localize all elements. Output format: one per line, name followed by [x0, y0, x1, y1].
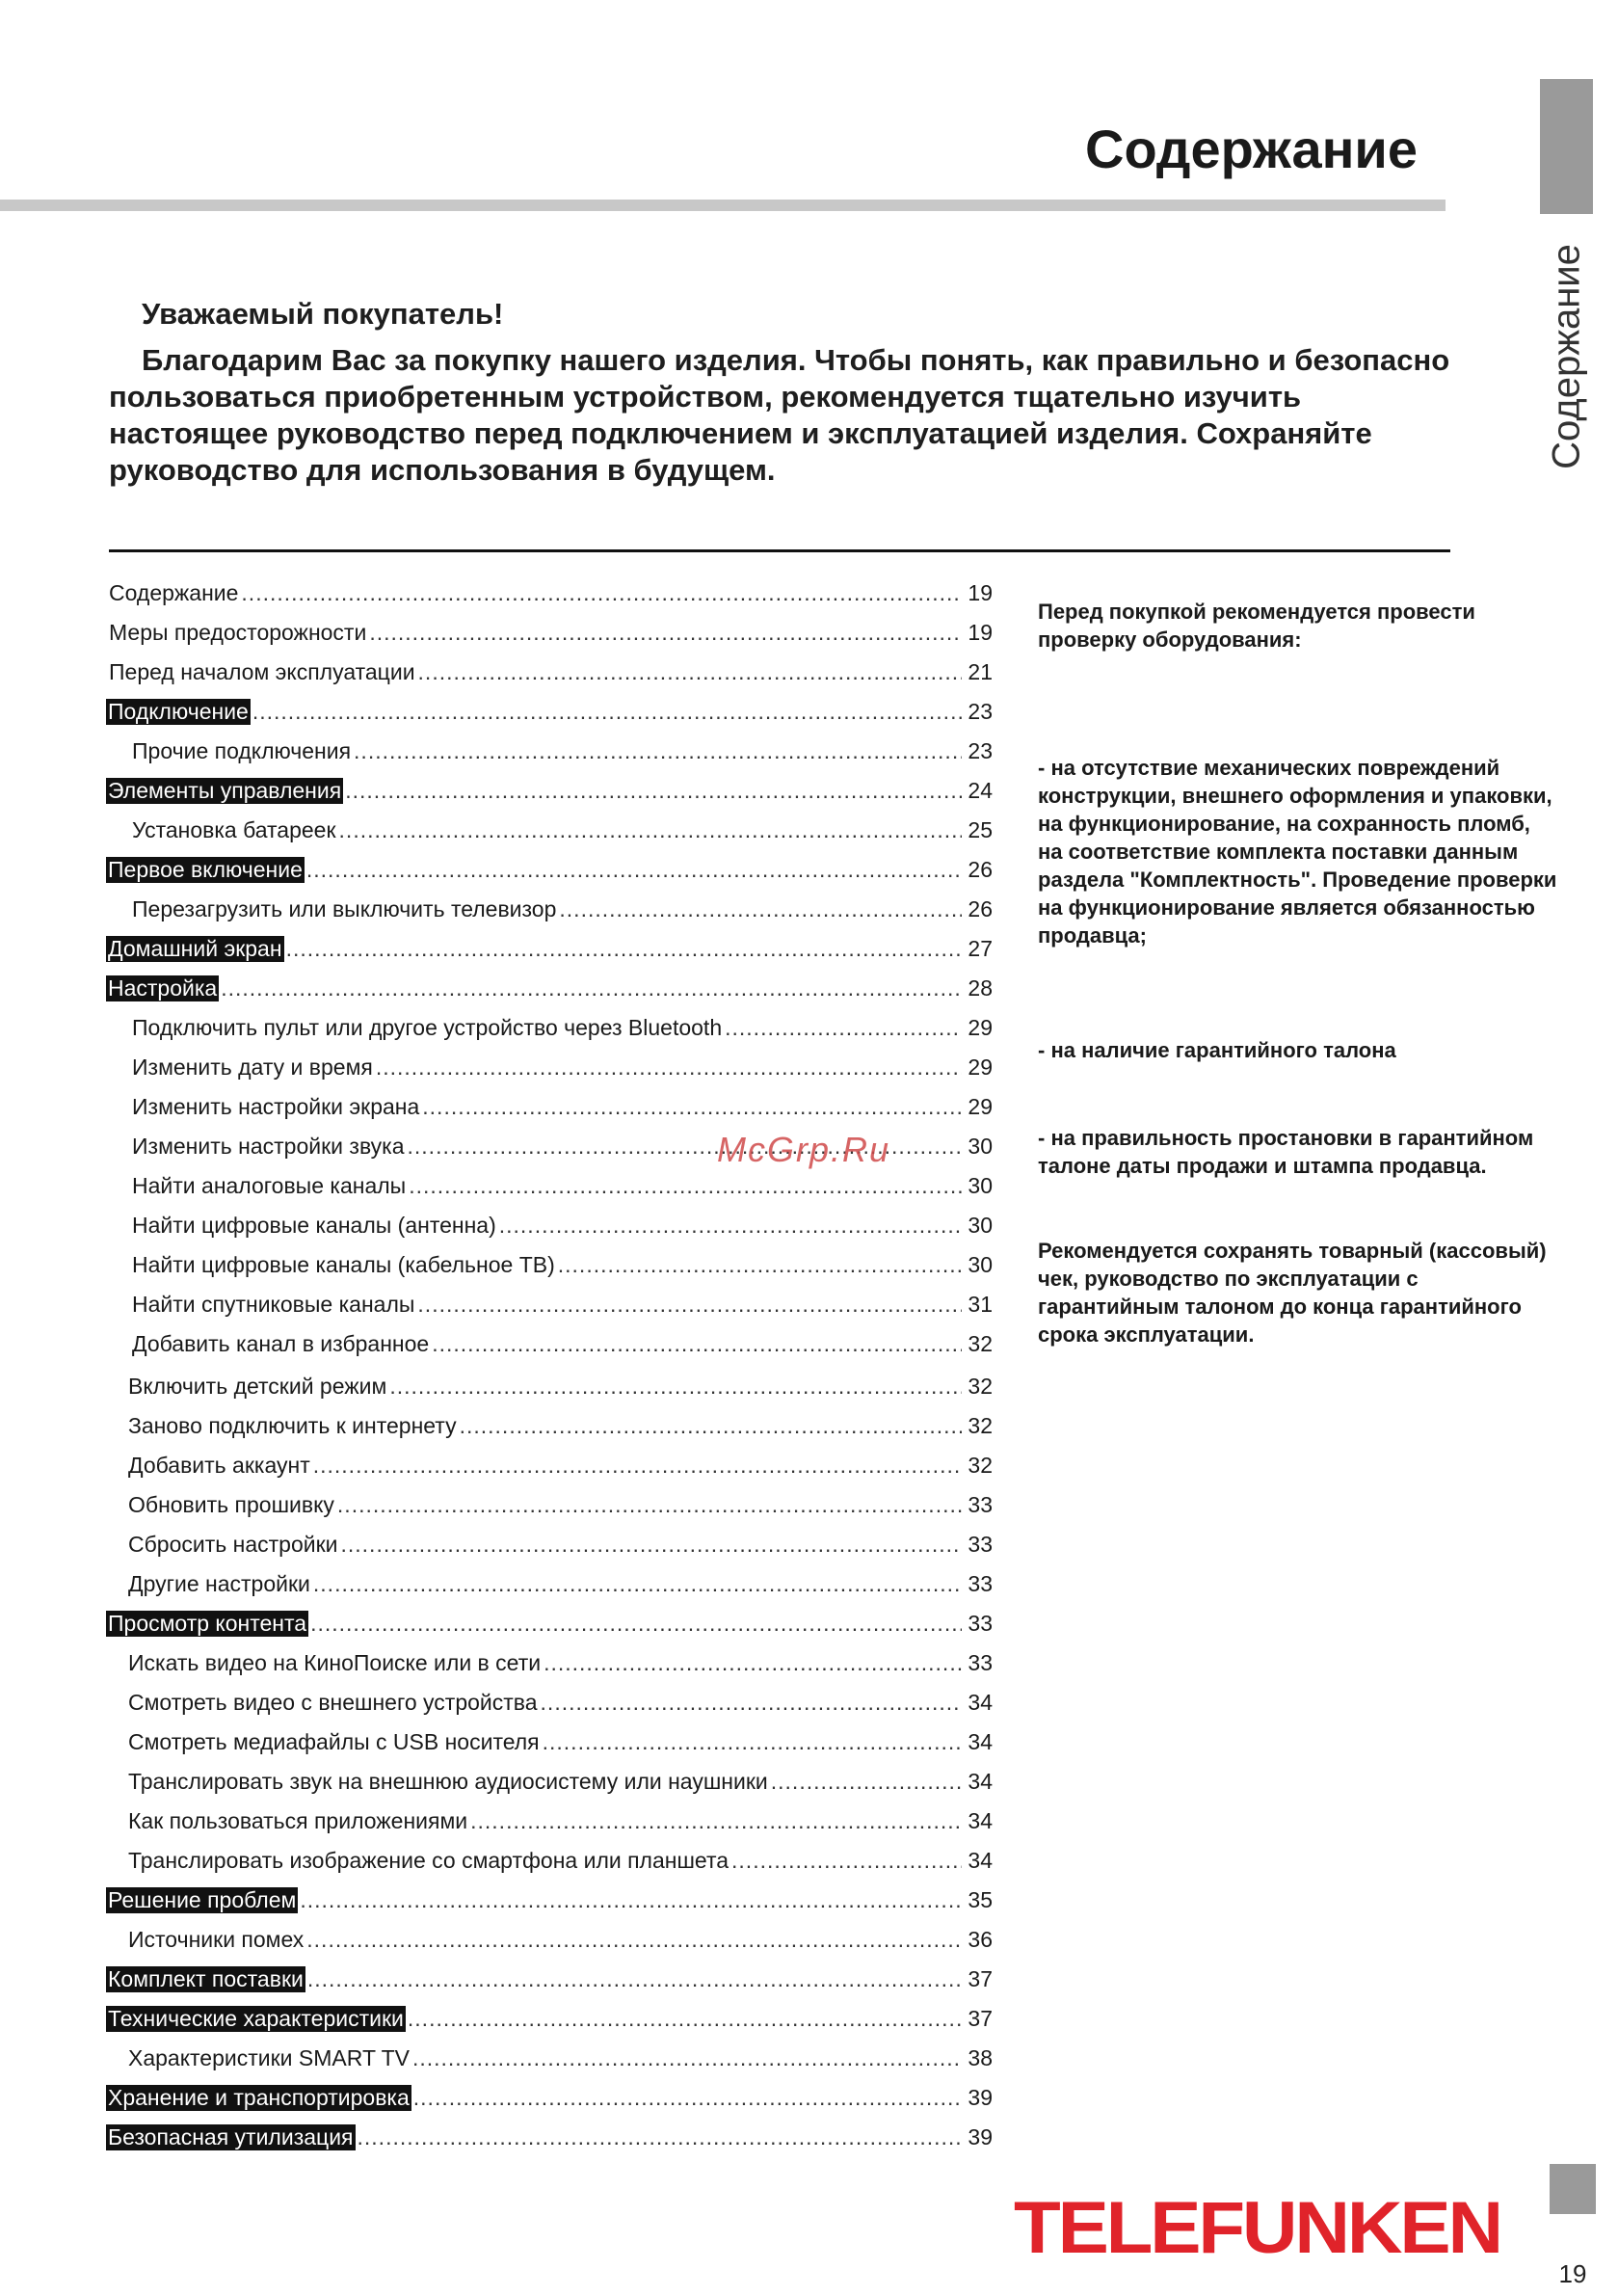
toc-dot-leader — [470, 1808, 962, 1834]
toc-entry-label: Изменить дату и время — [132, 1055, 373, 1080]
toc-entry-label: Источники помех — [128, 1927, 305, 1952]
toc-entry-label: Решение проблем — [108, 1887, 297, 1912]
toc-entry-label: Сбросить настройки — [128, 1532, 338, 1557]
header-divider — [0, 200, 1446, 211]
toc-entry[interactable] — [106, 1887, 993, 1927]
toc-dot-leader — [543, 1729, 962, 1755]
toc-entry[interactable] — [106, 699, 993, 738]
toc-entry[interactable] — [106, 1650, 993, 1690]
toc-entry-page: 27 — [968, 936, 993, 961]
toc-entry-label: Включить детский режим — [128, 1374, 387, 1399]
toc-entry[interactable] — [106, 778, 993, 817]
toc-dot-leader — [499, 1213, 962, 1239]
toc-dot-leader — [345, 778, 962, 804]
toc-entry[interactable] — [106, 1292, 993, 1331]
toc-entry-label: Обновить прошивку — [128, 1492, 334, 1517]
toc-dot-leader — [313, 1453, 962, 1479]
toc-entry-label: Подключить пульт или другое устройство через Bluetooth — [132, 1015, 723, 1040]
toc-dot-leader — [541, 1690, 962, 1716]
note-inspection: - на отсутствие механических повреждений конструкции, внешнего оформления и упаковки, на функционирование, на сохранность пломб, на соответствие комплекта поставки данным раздела "Комплектность". Проведение проверки на функционирование является обязанностью продавца; — [1038, 756, 1557, 948]
brand-logo: TELEFUNKEN — [1014, 2187, 1500, 2269]
note-intro: Перед покупкой рекомендуется провести проверку оборудования: — [1038, 600, 1475, 652]
toc-dot-leader — [221, 975, 962, 1001]
toc-entry-page: 30 — [968, 1252, 993, 1277]
toc-entry-label: Как пользоваться приложениями — [128, 1808, 468, 1833]
toc-entry-page: 21 — [968, 659, 993, 684]
toc-entry-page: 32 — [968, 1413, 993, 1438]
toc-entry[interactable] — [106, 1492, 993, 1532]
toc-entry-label: Искать видео на КиноПоиске или в сети — [128, 1650, 542, 1675]
toc-dot-leader — [409, 1173, 962, 1199]
page-number: 19 — [1558, 2259, 1587, 2288]
toc-entry-page: 33 — [968, 1492, 993, 1517]
toc-entry-page: 25 — [968, 817, 993, 842]
toc-entry-label: Добавить канал в избранное — [132, 1331, 430, 1356]
toc-entry[interactable] — [106, 1966, 993, 2006]
toc-entry-page: 33 — [968, 1650, 993, 1675]
toc-entry-page: 39 — [968, 2085, 993, 2110]
toc-entry-page: 30 — [968, 1173, 993, 1198]
toc-entry-page: 32 — [968, 1374, 993, 1399]
toc-entry[interactable] — [106, 1252, 993, 1292]
toc-entry[interactable] — [106, 1690, 993, 1729]
toc-entry-label: Хранение и транспортировка — [108, 2085, 410, 2110]
toc-dot-leader — [460, 1413, 962, 1439]
side-section-label — [1528, 241, 1605, 472]
toc-entry-label: Смотреть видео с внешнего устройства — [128, 1690, 538, 1715]
note-warranty-date: - на правильность простановки в гарантийном талоне даты продажи и штампа продавца. — [1038, 1126, 1534, 1178]
toc-entry-page: 26 — [968, 896, 993, 921]
toc-entry[interactable] — [106, 975, 993, 1015]
toc-entry-label: Элементы управления — [108, 778, 342, 803]
toc-entry-label: Найти аналоговые каналы — [132, 1173, 407, 1198]
toc-entry-label: Содержание — [109, 580, 239, 605]
toc-entry[interactable] — [106, 2045, 993, 2085]
toc-dot-leader — [369, 620, 962, 646]
toc-dot-leader — [422, 1094, 962, 1120]
toc-entry-page: 32 — [968, 1453, 993, 1478]
toc-entry[interactable] — [106, 1927, 993, 1966]
intro-divider — [109, 549, 1450, 552]
toc-dot-leader — [241, 580, 962, 606]
toc-dot-leader — [413, 2085, 962, 2111]
toc-entry-label: Транслировать звук на внешнюю аудиосистему или наушники — [128, 1769, 768, 1794]
toc-entry-page: 19 — [968, 620, 993, 645]
toc-dot-leader — [412, 2045, 962, 2071]
toc-dot-leader — [417, 1292, 962, 1318]
toc-entry-label: Настройка — [108, 975, 218, 1001]
toc-dot-leader — [725, 1015, 962, 1041]
toc-entry-page: 35 — [968, 1887, 993, 1912]
toc-dot-leader — [341, 1532, 963, 1558]
toc-entry-label: Меры предосторожности — [109, 620, 367, 645]
toc-dot-leader — [418, 659, 962, 685]
toc-entry-label: Просмотр контента — [108, 1611, 307, 1636]
toc-dot-leader — [432, 1331, 962, 1357]
toc-entry[interactable] — [106, 936, 993, 975]
toc-entry-label: Перезагрузить или выключить телевизор — [132, 896, 557, 921]
toc-dot-leader — [339, 817, 962, 843]
page-tab-marker — [1550, 2164, 1596, 2214]
toc-entry-page: 36 — [968, 1927, 993, 1952]
toc-entry[interactable] — [106, 1729, 993, 1769]
note-keep-receipt: Рекомендуется сохранять товарный (кассовый) чек, руководство по эксплуатации с гарантийным талоном до конца гарантийного срока эксплуатации. — [1038, 1239, 1547, 1347]
toc-entry[interactable] — [106, 1532, 993, 1571]
toc-entry[interactable] — [106, 580, 993, 620]
toc-entry-page: 30 — [968, 1134, 993, 1159]
toc-entry[interactable] — [106, 1413, 993, 1453]
toc-entry[interactable] — [106, 1611, 993, 1650]
toc-entry[interactable] — [106, 2085, 993, 2124]
watermark: McGrp.Ru — [717, 1130, 891, 1169]
toc-entry-page: 28 — [968, 975, 993, 1001]
toc-entry-page: 30 — [968, 1213, 993, 1238]
toc-entry[interactable] — [106, 1571, 993, 1611]
toc-entry[interactable] — [106, 1055, 993, 1094]
toc-entry-page: 26 — [968, 857, 993, 882]
toc-entry-label: Изменить настройки экрана — [132, 1094, 420, 1119]
toc-dot-leader — [731, 1848, 962, 1874]
toc-dot-leader — [376, 1055, 962, 1081]
toc-entry-page: 34 — [968, 1690, 993, 1715]
toc-entry-label: Смотреть медиафайлы с USB носителя — [128, 1729, 540, 1754]
toc-entry-page: 31 — [968, 1292, 993, 1317]
toc-dot-leader — [286, 936, 962, 962]
toc-entry-page: 24 — [968, 778, 993, 803]
toc-entry-page: 34 — [968, 1848, 993, 1873]
toc-entry-label: Другие настройки — [128, 1571, 310, 1596]
toc-entry[interactable] — [106, 1808, 993, 1848]
toc-dot-leader — [306, 1927, 962, 1953]
side-section-label-text: Содержание — [1545, 244, 1588, 469]
toc-entry[interactable] — [106, 1173, 993, 1213]
toc-entry-label: Перед началом эксплуатации — [109, 659, 415, 684]
toc-entry-page: 34 — [968, 1769, 993, 1794]
toc-entry-label: Технические характеристики — [108, 2006, 404, 2031]
table-of-contents — [106, 580, 993, 2164]
toc-entry-page: 19 — [968, 580, 993, 605]
toc-entry-page: 39 — [968, 2124, 993, 2149]
toc-dot-leader — [558, 1252, 962, 1278]
toc-entry-page: 29 — [968, 1055, 993, 1080]
side-tab-marker — [1540, 79, 1593, 214]
toc-entry[interactable] — [106, 1848, 993, 1887]
toc-dot-leader — [306, 857, 962, 883]
toc-dot-leader — [771, 1769, 962, 1795]
toc-entry-label: Первое включение — [108, 857, 303, 882]
toc-dot-leader — [310, 1611, 962, 1637]
toc-entry-page: 29 — [968, 1015, 993, 1040]
toc-entry[interactable] — [106, 2124, 993, 2164]
toc-entry[interactable] — [106, 857, 993, 896]
toc-entry-page: 37 — [968, 1966, 993, 1991]
page-title: Содержание — [1085, 119, 1418, 179]
toc-entry[interactable] — [106, 2006, 993, 2045]
toc-entry[interactable] — [106, 1213, 993, 1252]
toc-dot-leader — [389, 1374, 962, 1400]
toc-entry[interactable] — [106, 1331, 993, 1371]
note-warranty-card: - на наличие гарантийного талона — [1038, 1038, 1396, 1062]
toc-entry[interactable] — [106, 1453, 993, 1492]
toc-entry[interactable] — [106, 896, 993, 936]
toc-entry-label: Подключение — [108, 699, 249, 724]
toc-dot-leader — [559, 896, 962, 922]
toc-entry-label: Характеристики SMART TV — [128, 2045, 410, 2070]
toc-entry[interactable] — [106, 738, 993, 778]
intro-block — [109, 294, 1458, 489]
toc-entry-label: Найти спутниковые каналы — [132, 1292, 415, 1317]
toc-dot-leader — [300, 1887, 962, 1913]
toc-entry-label: Безопасная утилизация — [108, 2124, 354, 2149]
toc-dot-leader — [307, 1966, 962, 1992]
toc-entry[interactable] — [106, 1769, 993, 1808]
toc-entry[interactable] — [106, 1015, 993, 1055]
toc-entry-page: 34 — [968, 1808, 993, 1833]
intro-greeting: Уважаемый покупатель! — [142, 297, 504, 331]
toc-entry[interactable] — [106, 620, 993, 659]
toc-entry-label: Комплект поставки — [108, 1966, 304, 1991]
toc-entry-label: Транслировать изображение со смартфона или планшета — [128, 1848, 729, 1873]
toc-entry-label: Добавить аккаунт — [128, 1453, 310, 1478]
toc-entry-page: 33 — [968, 1571, 993, 1596]
toc-entry[interactable] — [106, 1374, 993, 1413]
toc-entry-page: 38 — [968, 2045, 993, 2070]
toc-entry[interactable] — [106, 817, 993, 857]
intro-text: Благодарим Вас за покупку нашего изделия. Чтобы понять, как правильно и безопасно пользоваться приобретенным устройством, рекомендуется тщательно изучить настоящее руководство перед подключением и эксплуатацией изделия. Сохраняйте руководство для использования в будущем. — [109, 343, 1450, 487]
toc-entry-page: 32 — [968, 1331, 993, 1356]
toc-entry-label: Домашний экран — [108, 936, 282, 961]
toc-entry-label: Найти цифровые каналы (кабельное ТВ) — [132, 1252, 555, 1277]
toc-entry-label: Установка батареек — [132, 817, 336, 842]
toc-entry-page: 29 — [968, 1094, 993, 1119]
toc-entry-page: 37 — [968, 2006, 993, 2031]
toc-entry[interactable] — [106, 659, 993, 699]
toc-entry-page: 23 — [968, 699, 993, 724]
toc-dot-leader — [337, 1492, 962, 1518]
toc-dot-leader — [313, 1571, 962, 1597]
toc-dot-leader — [252, 699, 962, 725]
toc-entry-page: 33 — [968, 1532, 993, 1557]
toc-dot-leader — [544, 1650, 962, 1676]
toc-entry[interactable] — [106, 1094, 993, 1134]
toc-dot-leader — [408, 2006, 962, 2032]
toc-entry-label: Заново подключить к интернету — [128, 1413, 457, 1438]
toc-entry-page: 33 — [968, 1611, 993, 1636]
toc-entry-label: Прочие подключения — [132, 738, 352, 763]
toc-entry-page: 34 — [968, 1729, 993, 1754]
toc-entry-page: 23 — [968, 738, 993, 763]
toc-entry-label: Найти цифровые каналы (антенна) — [132, 1213, 496, 1238]
toc-dot-leader — [354, 738, 962, 764]
toc-dot-leader — [358, 2124, 962, 2150]
toc-entry-label: Изменить настройки звука — [132, 1134, 405, 1159]
